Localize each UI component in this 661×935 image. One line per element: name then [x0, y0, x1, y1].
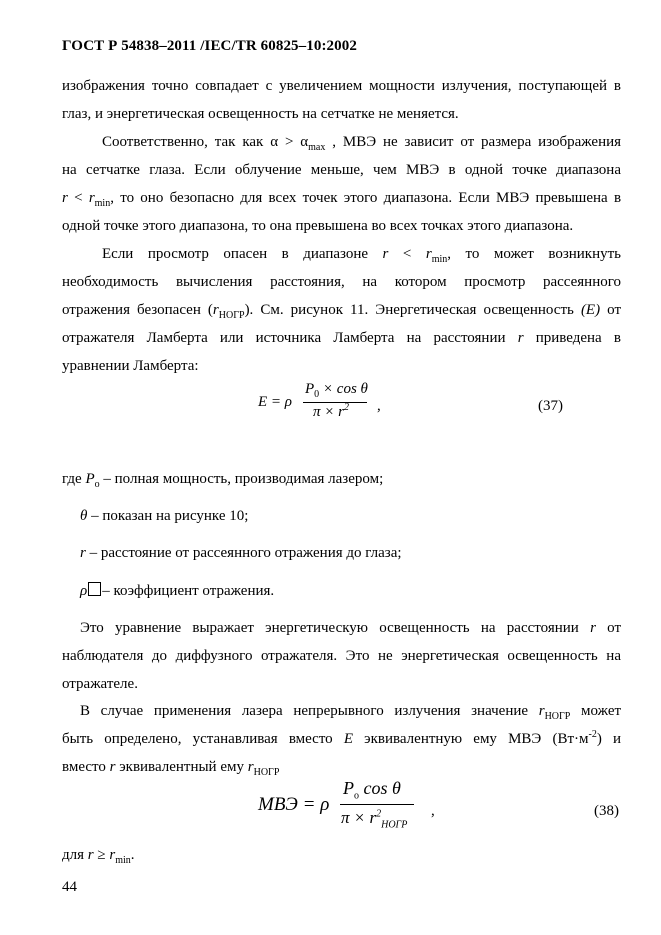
- paragraph-2: [62, 128, 621, 240]
- text-line: одной точке этого диапазона, то она превышена во всех точках этого диапазона.: [62, 218, 574, 234]
- text-line: уравнении Ламберта:: [62, 358, 199, 374]
- text-line: необходимость вычисления расстояния, на котором просмотр рассеянного: [62, 274, 621, 290]
- text-line: $r < r_{min}$, то оно безопасно для всех точек этого диапазона. Если МВЭ превышена в: [62, 190, 622, 209]
- text-line: глаз, и энергетическая освещенность на сетчатке не меняется.: [62, 106, 459, 122]
- equation-comma: ,: [431, 803, 435, 819]
- equation-numerator: $P_o$ cos θ: [343, 778, 401, 802]
- text-line: Соответственно, так как $\alpha > \alpha_{max}$ , МВЭ не зависит от размера изображения: [102, 134, 622, 153]
- definition-theta: θ – показан на рисунке 10;: [80, 508, 249, 524]
- text-line: на сетчатке глаза. Если облучение меньше, чем МВЭ в одной точке диапазона: [62, 162, 621, 178]
- text-line: Если просмотр опасен в диапазоне $r < r_{min}$, то может возникнуть: [102, 246, 622, 265]
- text-line: отражателе.: [62, 676, 138, 692]
- text-line: В случае применения лазера непрерывного излучения значение $r_{НОГР}$ может: [80, 703, 622, 722]
- fraction-bar: [340, 804, 414, 805]
- paragraph-3: [62, 240, 621, 380]
- definition-po: где $P_o$ – полная мощность, производимая лазером;: [62, 471, 384, 490]
- text-line: вместо r эквивалентный ему $r_{НОГР}$: [62, 759, 280, 778]
- equation-denominator: $\pi \times r^2$: [313, 402, 349, 420]
- paragraph-5: [62, 697, 621, 781]
- text-line: Это уравнение выражает энергетическую освещенность на расстоянии r от: [80, 620, 622, 636]
- text-line: изображения точно совпадает с увеличением мощности излучения, поступающей в: [62, 78, 621, 94]
- paragraph-4: [62, 614, 621, 698]
- text-line: наблюдателя до диффузного отражателя. Это не энергетическая освещенность на: [62, 648, 621, 664]
- text-line: быть определено, устанавливая вместо E эквивалентную ему МВЭ $(Вт\cdot м^{-2})$ и: [62, 729, 622, 747]
- empty-box-glyph: [88, 582, 101, 596]
- text-line: отражения безопасен $(r_{НОГР})$. См. рисунок 11. Энергетическая освещенность (E) от: [62, 302, 622, 321]
- equation-denominator: $\pi \times r^2_{НОГР}$: [341, 808, 408, 831]
- definition-rho: ρ – коэффициент отражения.: [80, 583, 275, 599]
- equation-lhs: E = ρ: [258, 394, 292, 410]
- condition-line: для $r \ge r_{min}$.: [62, 847, 135, 866]
- document-header: ГОСТ Р 54838–2011 /IEC/TR 60825–10:2002: [62, 38, 357, 54]
- paragraph-1: [62, 72, 621, 128]
- fraction-bar: [303, 402, 367, 403]
- definition-r: r – расстояние от рассеянного отражения до глаза;: [80, 545, 402, 561]
- equation-number: (38): [594, 803, 619, 819]
- equation-lhs: МВЭ = ρ: [258, 794, 330, 815]
- equation-number: (37): [538, 398, 563, 414]
- text-line: отражателя Ламберта или источника Ламберта на расстоянии r приведена в: [62, 330, 621, 346]
- equation-numerator: $P_0 \times \cos \theta$: [305, 381, 368, 400]
- page-number: 44: [62, 879, 77, 895]
- equation-comma: ,: [377, 398, 381, 414]
